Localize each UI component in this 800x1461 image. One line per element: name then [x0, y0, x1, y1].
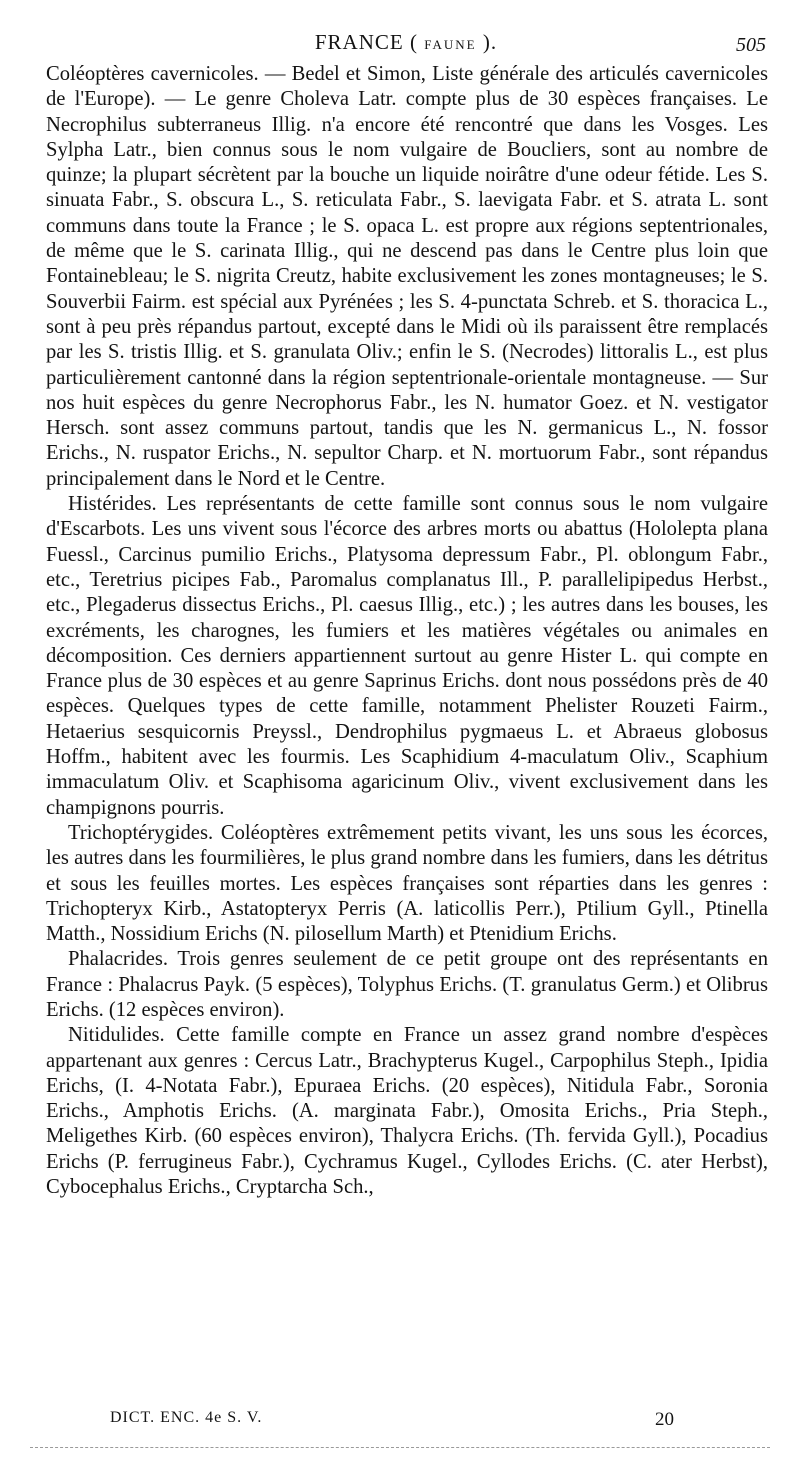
paragraph-phalacrides: Phalacrides. Trois genres seulement de ce petit groupe ont des représentants en France : Phalacrus Payk. (5 espèces), Tolyphus Erichs. (T. granulatus Germ.) et Olibrus Erichs. (12 espèces environ).: [46, 948, 768, 1021]
bottom-rule: [30, 1447, 770, 1448]
page-number: 505: [736, 34, 766, 56]
paragraph-histerides: Histérides. Les représentants de cette famille sont connus sous le nom vulgaire d'Escarbots. Les uns vivent sous l'écorce des arbres morts ou abattus (Hololepta plana Fuessl., Carcinus pumilio Erichs., Platysoma depressum Fabr., Pl. oblongum Fabr., etc., Teretrius picipes Fab., Paromalus complanatus Ill., P. parallelipipedus Herbst., etc., Plegaderus dissectus Erichs., Pl. caesus Illig., etc.) ; les autres dans les bouses, les excréments, les charognes, les fumiers et les matières végétales ou animales en décomposition. Ces derniers appartiennent surtout au genre Hister L. qui compte en France plus de 30 espèces et au genre Saprinus Erichs. dont nous possédons près de 40 espèces. Quelques types de cette famille, notamment Phelister Rouzeti Fairm., Hetaerius sesquicornis Preyssl., Dendrophilus pygmaeus L. et Abraeus globosus Hoffm., habitent avec les fourmis. Les Scaphidium 4-maculatum Oliv., Scaphium immaculatum Oliv. et Scaphisoma agaricinum Oliv., vivent exclusivement dans les champignons pourris.: [46, 493, 768, 819]
main-text: [46, 62, 768, 1200]
printer-signature: DICT. ENC. 4e S. V.: [110, 1409, 263, 1426]
paragraph-nitidulides: Nitidulides. Cette famille compte en France un assez grand nombre d'espèces appartenant aux genres : Cercus Latr., Brachypterus Kugel., Carpophilus Steph., Ipidia Erichs, (I. 4-Notata Fabr.), Epuraea Erichs. (20 espèces), Nitidula Fabr., Soronia Erichs., Amphotis Erichs. (A. marginata Fabr.), Omosita Erichs., Pria Steph., Meligethes Kirb. (60 espèces environ), Thalycra Erichs. (Th. fervida Gyll.), Pocadius Erichs (P. ferrugineus Fabr.), Cychramus Kugel., Cyllodes Erichs. (C. ater Herbst), Cybocephalus Erichs., Cryptarcha Sch.,: [46, 1024, 768, 1199]
running-header: [46, 30, 766, 58]
sheet-number: 20: [655, 1409, 674, 1430]
paragraph-coleopteres-cavernicoles: Coléoptères cavernicoles. — Bedel et Simon, Liste générale des articulés cavernicoles de l'Europe). — Le genre Choleva Latr. compte plus de 30 espèces françaises. Le Necrophilus subterraneus Illig. n'a encore été rencontré que dans les Vosges. Les Sylpha Latr., bien connus sous le nom vulgaire de Boucliers, sont au nombre de quinze; la plupart sécrètent par la bouche un liquide noirâtre d'une odeur fétide. Les S. sinuata Fabr., S. obscura L., S. reticulata Fabr., S. laevigata Fabr. et S. atrata L. sont communs dans toute la France ; le S. opaca L. est propre aux régions septentrionales, de même que le S. carinata Illig., qui ne descend pas dans le Centre plus loin que Fontainebleau; le S. nigrita Creutz, habite exclusivement les zones montagneuses; le S. Souverbii Fairm. est spécial aux Pyrénées ; les S. 4-punctata Schreb. et S. thoracica L., sont à peu près répandus partout, excepté dans le Midi où ils paraissent être remplacés par les S. tristis Illig. et S. granulata Oliv.; enfin le S. (Necrodes) littoralis L., est plus particulièrement cantonné dans la région septentrionale-orientale montagneuse. — Sur nos huit espèces du genre Necrophorus Fabr., les N. humator Goez. et N. vestigator Hersch. sont assez communs partout, tandis que les N. germanicus L., N. fossor Erichs., N. ruspator Erichs., N. sepultor Charp. et N. mortuorum Fabr., sont répandus principalement dans le Nord et le Centre.: [46, 63, 768, 490]
header-title: FRANCE: [314, 30, 404, 54]
running-title: FRANCE ( FAUNE ).: [314, 30, 498, 54]
header-subtitle: FAUNE: [424, 37, 477, 52]
paragraph-trichopterygides: Trichoptérygides. Coléoptères extrêmement petits vivant, les uns sous les écorces, les autres dans les fourmilières, le plus grand nombre dans les fumiers, dans les détritus et sous les feuilles mortes. Les espèces françaises sont réparties dans les genres : Trichopteryx Kirb., Astatopteryx Perris (A. laticollis Perr.), Ptilium Gyll., Ptinella Matth., Nossidium Erichs (N. pilosellum Marth) et Ptenidium Erichs.: [46, 821, 768, 946]
